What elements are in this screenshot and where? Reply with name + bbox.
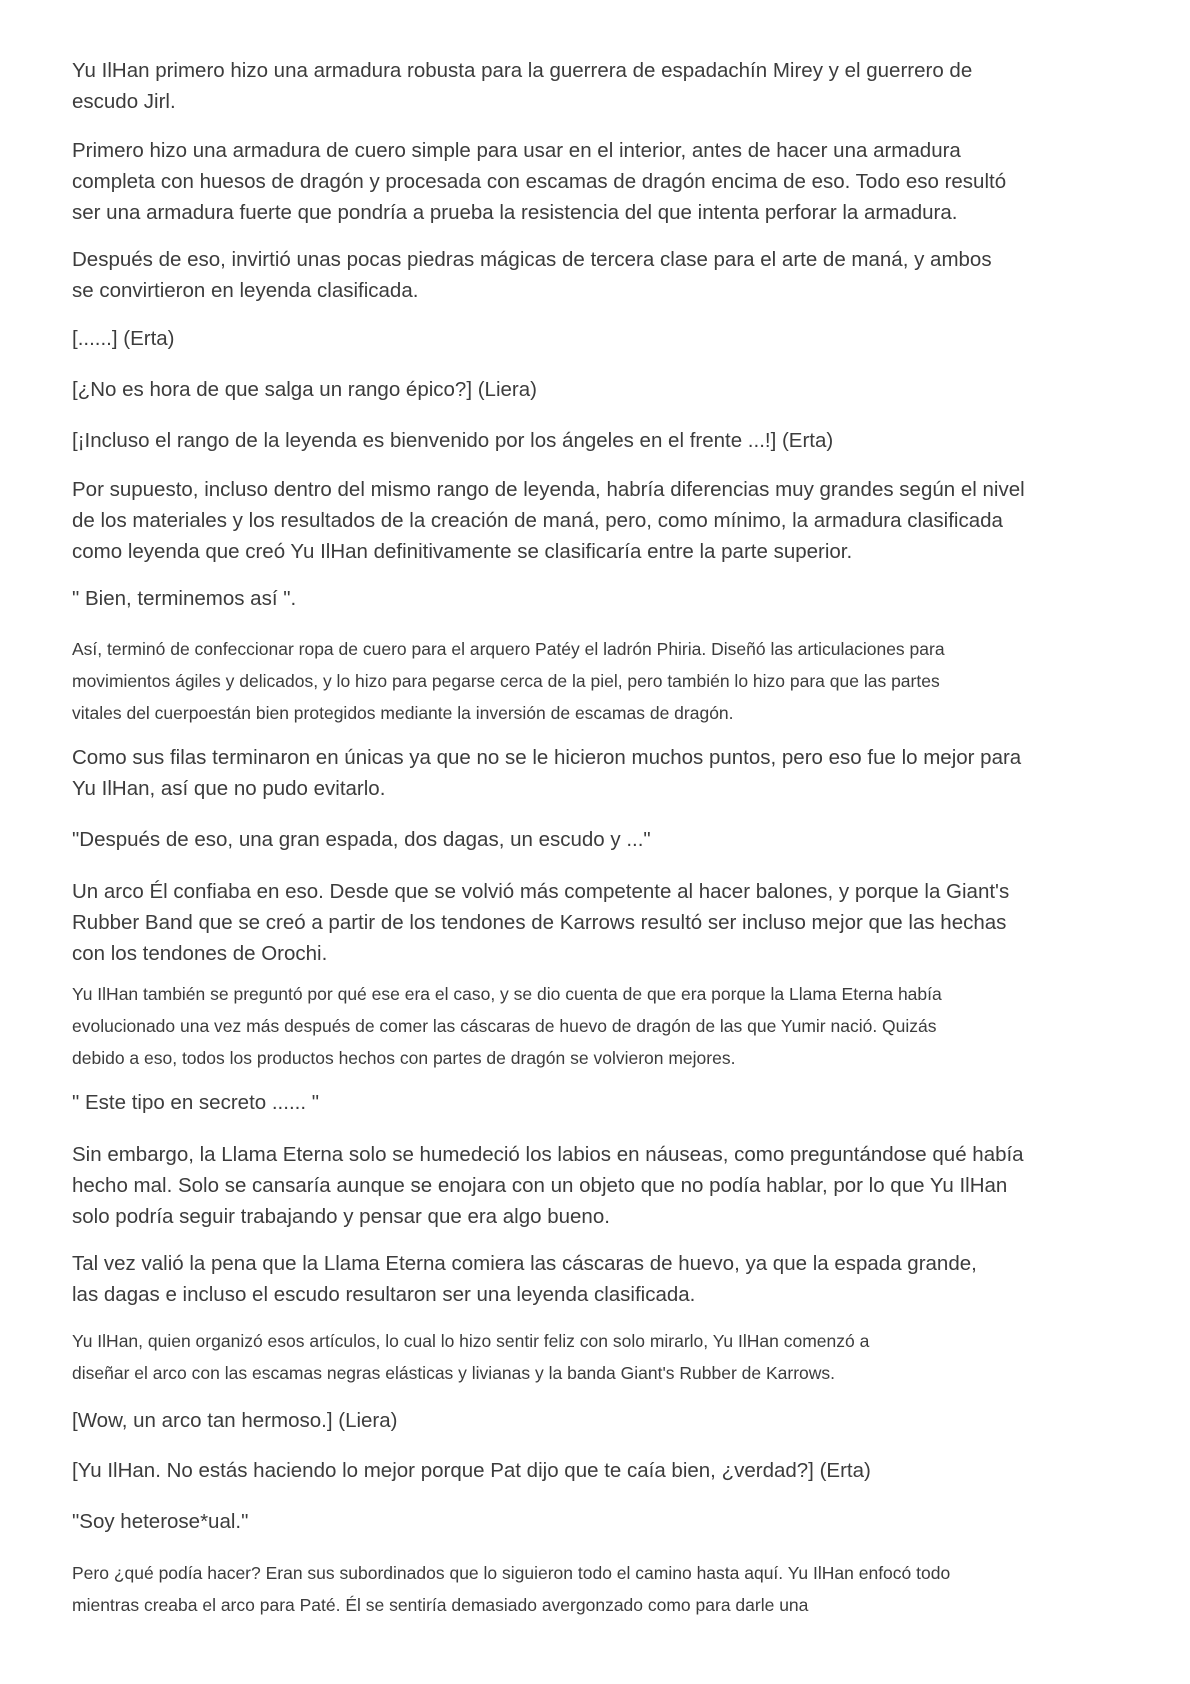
text-line: completa con huesos de dragón y procesada con escamas de dragón encima de eso. Todo eso resultó bbox=[72, 170, 1007, 193]
text-line: " Bien, terminemos así ". bbox=[72, 587, 297, 610]
text-line: Por supuesto, incluso dentro del mismo rango de leyenda, habría diferencias muy grandes según el nivel bbox=[72, 478, 1025, 501]
text-line: Yu IlHan también se preguntó por qué ese era el caso, y se dio cuenta de que era porque la Llama Eterna había bbox=[72, 984, 942, 1004]
text-line: [Yu IlHan. No estás haciendo lo mejor porque Pat dijo que te caía bien, ¿verdad?] (Erta) bbox=[72, 1459, 871, 1482]
text-line: Sin embargo, la Llama Eterna solo se humedeció los labios en náuseas, como preguntándose qué había bbox=[72, 1143, 1024, 1166]
text-line: de los materiales y los resultados de la creación de maná, pero, como mínimo, la armadura clasificada bbox=[72, 509, 1003, 532]
text-line: [¿No es hora de que salga un rango épico?] (Liera) bbox=[72, 378, 537, 401]
text-line: Pero ¿qué podía hacer? Eran sus subordinados que lo siguieron todo el camino hasta aquí. Yu IlHan enfocó todo bbox=[72, 1563, 951, 1583]
paragraph-9 bbox=[72, 633, 945, 729]
paragraph-14 bbox=[72, 1087, 319, 1118]
paragraph-10 bbox=[72, 742, 1021, 804]
text-line: "Después de eso, una gran espada, dos dagas, un escudo y ..." bbox=[72, 828, 651, 851]
paragraph-21 bbox=[72, 1557, 950, 1621]
text-line: Yu IlHan primero hizo una armadura robusta para la guerrera de espadachín Mirey y el guerrero de bbox=[72, 59, 973, 82]
paragraph-20 bbox=[72, 1506, 248, 1537]
paragraph-6 bbox=[72, 425, 833, 456]
paragraph-17 bbox=[72, 1325, 869, 1389]
text-line: Rubber Band que se creó a partir de los tendones de Karrows resultó ser incluso mejor que las hechas bbox=[72, 911, 1007, 934]
text-line: [......] (Erta) bbox=[72, 327, 175, 350]
paragraph-2 bbox=[72, 135, 1006, 228]
paragraph-18 bbox=[72, 1405, 398, 1436]
text-line: con los tendones de Orochi. bbox=[72, 942, 328, 965]
text-line: debido a eso, todos los productos hechos con partes de dragón se volvieron mejores. bbox=[72, 1048, 736, 1068]
text-line: "Soy heterose*ual." bbox=[72, 1510, 249, 1533]
text-line: mientras creaba el arco para Paté. Él se sentiría demasiado avergonzado como para darle una bbox=[72, 1595, 809, 1615]
paragraph-11 bbox=[72, 824, 651, 855]
paragraph-4 bbox=[72, 323, 175, 354]
paragraph-3 bbox=[72, 244, 992, 306]
paragraph-16 bbox=[72, 1248, 977, 1310]
paragraph-12 bbox=[72, 876, 1009, 969]
paragraph-7 bbox=[72, 474, 1025, 567]
text-line: [Wow, un arco tan hermoso.] (Liera) bbox=[72, 1409, 398, 1432]
text-line: ser una armadura fuerte que pondría a prueba la resistencia del que intenta perforar la armadura. bbox=[72, 201, 958, 224]
text-line: [¡Incluso el rango de la leyenda es bienvenido por los ángeles en el frente ...!] (Erta) bbox=[72, 429, 834, 452]
text-line: vitales del cuerpoestán bien protegidos mediante la inversión de escamas de dragón. bbox=[72, 703, 734, 723]
text-line: Yu IlHan, quien organizó esos artículos, lo cual lo hizo sentir feliz con solo mirarlo, Yu IlHan comenzó a bbox=[72, 1331, 870, 1351]
text-line: " Este tipo en secreto ...... " bbox=[72, 1091, 320, 1114]
text-line: movimientos ágiles y delicados, y lo hizo para pegarse cerca de la piel, pero también lo hizo para que las partes bbox=[72, 671, 940, 691]
text-line: Un arco Él confiaba en eso. Desde que se volvió más competente al hacer balones, y porque la Giant's bbox=[72, 880, 1010, 903]
paragraph-1 bbox=[72, 55, 972, 117]
text-line: las dagas e incluso el escudo resultaron ser una leyenda clasificada. bbox=[72, 1283, 696, 1306]
paragraph-8 bbox=[72, 583, 296, 614]
paragraph-15 bbox=[72, 1139, 1024, 1232]
text-line: evolucionado una vez más después de comer las cáscaras de huevo de dragón de las que Yumir nació. Quizás bbox=[72, 1016, 937, 1036]
text-line: solo podría seguir trabajando y pensar que era algo bueno. bbox=[72, 1205, 610, 1228]
text-line: Yu IlHan, así que no pudo evitarlo. bbox=[72, 777, 386, 800]
text-line: escudo Jirl. bbox=[72, 90, 176, 113]
text-line: como leyenda que creó Yu IlHan definitivamente se clasificaría entre la parte superior. bbox=[72, 540, 853, 563]
text-line: Primero hizo una armadura de cuero simple para usar en el interior, antes de hacer una armadura bbox=[72, 139, 961, 162]
paragraph-5 bbox=[72, 374, 537, 405]
paragraph-19 bbox=[72, 1455, 871, 1486]
text-line: Así, terminó de confeccionar ropa de cuero para el arquero Patéy el ladrón Phiria. Diseñó las articulaciones para bbox=[72, 639, 945, 659]
text-line: hecho mal. Solo se cansaría aunque se enojara con un objeto que no podía hablar, por lo que Yu IlHan bbox=[72, 1174, 1008, 1197]
text-line: diseñar el arco con las escamas negras elásticas y livianas y la banda Giant's Rubber de Karrows. bbox=[72, 1363, 836, 1383]
text-line: Como sus filas terminaron en únicas ya que no se le hicieron muchos puntos, pero eso fue lo mejor para bbox=[72, 746, 1022, 769]
text-line: Después de eso, invirtió unas pocas piedras mágicas de tercera clase para el arte de maná, y ambos bbox=[72, 248, 992, 271]
paragraph-13 bbox=[72, 978, 942, 1074]
text-line: Tal vez valió la pena que la Llama Eterna comiera las cáscaras de huevo, ya que la espada grande, bbox=[72, 1252, 977, 1275]
text-line: se convirtieron en leyenda clasificada. bbox=[72, 279, 419, 302]
